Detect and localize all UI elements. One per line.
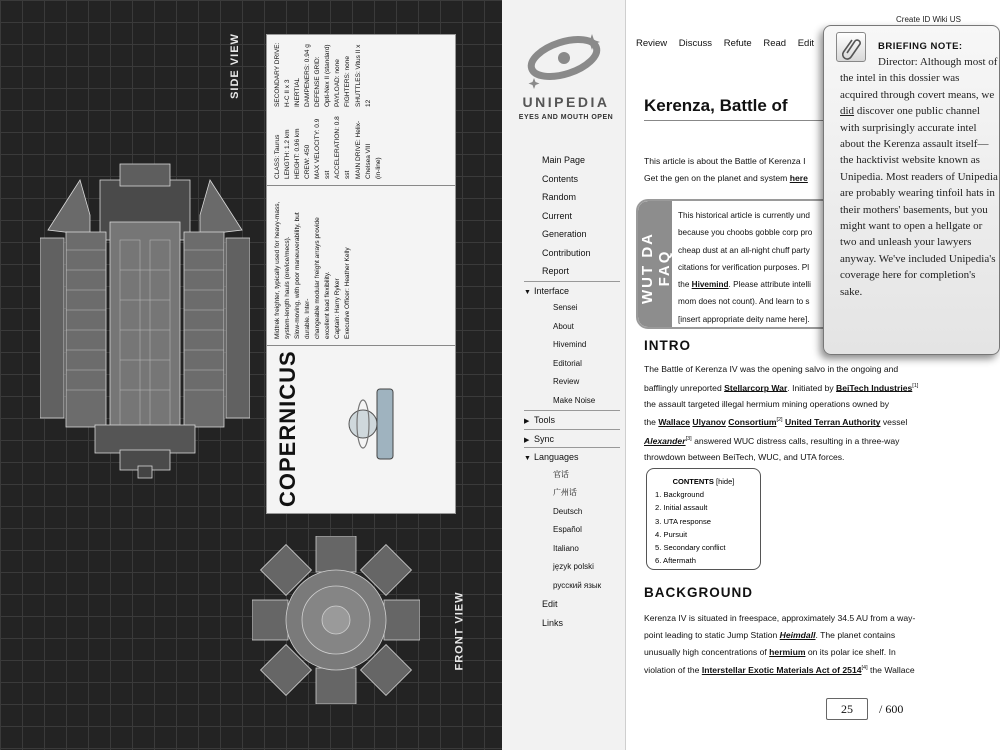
ulyanov-link[interactable]: Ulyanov: [692, 417, 726, 428]
briefing-emphasis: did: [840, 105, 855, 118]
page-total: 600: [885, 702, 904, 716]
caret-right-icon: ▶: [524, 436, 530, 444]
unipedia-logo[interactable]: [516, 22, 616, 121]
intro-line: the assault targeted illegal hermium mining operations owned by: [644, 398, 890, 409]
nav-section-interface[interactable]: [524, 281, 620, 300]
top-links[interactable]: Create ID Wiki US: [896, 15, 961, 24]
section-label: Languages: [534, 452, 579, 462]
ship-side-view: [40, 160, 250, 480]
tab-review[interactable]: Review: [636, 38, 668, 49]
toc-item-secondary-conflict[interactable]: 5. Secondary conflict: [655, 543, 726, 553]
toc-title: CONTENTS [hide]: [672, 477, 735, 486]
spec-line: FIGHTERS: none: [344, 56, 352, 107]
intro-line: The Battle of Kerenza IV was the opening salvo in the ongoing and: [644, 364, 899, 374]
caret-right-icon: ▶: [524, 418, 530, 425]
sidebar: [502, 0, 626, 750]
intro-heading: INTRO: [644, 338, 691, 353]
lang-german[interactable]: Deutsch: [553, 506, 583, 516]
table-of-contents: [646, 468, 761, 570]
toc-hide-toggle[interactable]: [hide]: [715, 477, 735, 486]
captain-line: Captain: Harry Ryker: [334, 278, 342, 339]
briefing-text: [840, 54, 1000, 300]
spec-line: HEIGHT: 0.96 km: [294, 128, 302, 179]
sidebar-nav: [524, 151, 620, 632]
section-label: Tools: [534, 415, 556, 425]
toc-item-uta-response[interactable]: 3. UTA response: [655, 516, 711, 526]
tab-edit[interactable]: Edit: [797, 38, 815, 49]
text-fragment: the Wallace: [867, 665, 915, 676]
page-separator: /: [879, 702, 883, 716]
nav-editorial[interactable]: Editorial: [553, 358, 582, 368]
galaxy-swirl-icon: [524, 22, 604, 92]
wallace-link[interactable]: Wallace: [658, 417, 691, 428]
bg-line: Kerenza IV is situated in freespace, approximately 34.5 AU from a way-: [644, 613, 916, 623]
description-line: changeable modular freight arrays provide excellent load flexibility.: [314, 217, 332, 339]
nav-section-languages[interactable]: [524, 447, 620, 466]
intro-line: throwdown between BeiTech, WUC, and UTA forces.: [644, 452, 845, 463]
page-indicator: [826, 698, 903, 720]
text-fragment: unusually high concentrations of: [644, 646, 770, 657]
briefing-text-b: discover one public channel with surprisingly accurate intel about the Kerenza assault itself—the hacktivist website known as Unipedia. Most readers of Unipedia are probably wearing tinfoil hats in their mothers' basements, but you might want to open a hellgate or two and unleash your lawyers anyway. We've included Unipedia's coverage here for completion's sake.: [840, 105, 998, 298]
spec-line: Opti-Nex II (standard): [324, 44, 332, 107]
exotic-materials-act-link[interactable]: Interstellar Exotic Materials Act of 2514: [701, 665, 862, 676]
citation-3[interactable]: [3]: [685, 435, 692, 442]
text-fragment: the: [644, 417, 659, 428]
lang-polish[interactable]: język polski: [553, 562, 594, 571]
notice-text: This article is about the Battle of Kerenza I: [644, 156, 806, 166]
faq-line: [insert appropriate deity name here].: [678, 314, 810, 324]
beitech-link[interactable]: BeiTech Industries: [836, 382, 913, 393]
ship-specs: [267, 35, 456, 185]
faq-tab: [638, 201, 672, 327]
article-title: Kerenza, Battle of: [644, 96, 974, 121]
ship-name: COPERNICUS: [275, 350, 300, 507]
faq-tab-label: WUT DA FAQ: [639, 232, 673, 304]
side-view-label: SIDE VIEW: [228, 33, 241, 99]
faq-line: mom does not count). And learn to s: [678, 297, 810, 307]
lang-italian[interactable]: Italiano: [553, 543, 579, 553]
spec-line: CLASS: Taurus: [274, 134, 281, 179]
spec-line: SHUTTLES: Vitus II x 12: [354, 44, 372, 107]
ship-spec-card: [266, 34, 456, 514]
tab-discuss[interactable]: Discuss: [678, 38, 713, 49]
text-fragment: vessel: [880, 417, 908, 428]
nav-random[interactable]: Random: [542, 192, 577, 202]
description-line: Slow-moving, with poor maneuverability, but durable. Inter-: [294, 212, 312, 339]
text-fragment: on its polar ice shelf. In: [805, 646, 896, 657]
heimdall-link[interactable]: Heimdall: [779, 629, 816, 640]
background-paragraph: [644, 610, 984, 679]
text-fragment: . Initiated by: [787, 382, 837, 393]
spec-line: LENGTH: 1.2 km: [284, 129, 292, 179]
notice-text: Get the gen on the planet and system: [644, 173, 790, 183]
lang-russian[interactable]: русский язык: [553, 580, 602, 590]
nav-report[interactable]: Report: [542, 266, 570, 276]
nav-edit[interactable]: Edit: [542, 599, 558, 609]
section-label: Interface: [534, 285, 570, 296]
text-fragment: answered WUC distress calls, resulting in a three-way: [691, 435, 900, 446]
brand-tagline: EYES AND MOUTH OPEN: [518, 114, 614, 121]
citation-1[interactable]: [1]: [912, 382, 919, 389]
copernicus-logo-emblem: [337, 387, 407, 461]
faq-text-fragment: . Please attribute intelli: [728, 280, 811, 290]
faq-line: because you choobs gobble corp pro: [678, 228, 813, 238]
citation-4[interactable]: [4]: [861, 665, 868, 672]
nav-section-tools[interactable]: [524, 410, 620, 429]
article-tabs: [636, 38, 841, 49]
text-fragment: . The planet contains: [815, 629, 896, 640]
front-view-label: FRONT VIEW: [453, 591, 466, 671]
nav-current[interactable]: Current: [542, 210, 573, 221]
nav-about[interactable]: About: [553, 321, 574, 331]
nav-hivemind[interactable]: Hivemind: [553, 340, 587, 349]
brand-name: UNIPEDIA: [522, 94, 610, 110]
spec-line: PAYLOAD: none: [334, 59, 342, 107]
uta-link[interactable]: United Terran Authority: [784, 417, 881, 428]
spec-line: MAIN DRIVE: Helix-Chelsea VIII: [354, 120, 372, 179]
ship-front-view: [252, 536, 420, 704]
briefing-text-a: Director: Although most of the intel in this dossier was acquired through covert means, we: [840, 56, 998, 101]
spec-line: INERTIAL DAMPENERS: 0.94 g: [294, 44, 312, 107]
lang-cantonese[interactable]: 广州话: [553, 488, 577, 497]
caret-down-icon: ▼: [524, 455, 531, 462]
background-heading: BACKGROUND: [644, 585, 753, 600]
exec-officer-line: Executive Officer: Heather Kelly: [344, 247, 352, 339]
intro-paragraph: [644, 361, 984, 466]
nav-links[interactable]: Links: [542, 617, 564, 628]
nav-section-sync[interactable]: [524, 429, 620, 448]
text-fragment: point leading to static Jump Station: [644, 629, 780, 640]
spec-line: ACCELERATION: 0.8 sst: [334, 116, 352, 179]
nav-review[interactable]: Review: [553, 377, 580, 386]
lang-spanish[interactable]: Español: [553, 525, 582, 534]
briefing-note: [823, 25, 1000, 355]
ship-description: [267, 185, 456, 345]
toc-item-background[interactable]: 1. Background: [655, 490, 704, 500]
nav-contents[interactable]: Contents: [542, 173, 579, 184]
hivemind-link[interactable]: Hivemind: [691, 280, 729, 290]
alexander-link[interactable]: Alexander: [644, 435, 686, 446]
spec-line: MAX VELOCITY: 0.9 sst: [314, 118, 332, 179]
stellarcorp-war-link[interactable]: Stellarcorp War: [724, 382, 788, 393]
consortium-link[interactable]: Consortium: [728, 417, 777, 428]
faq-line: This historical article is currently und: [678, 211, 810, 220]
faq-text-fragment: the: [678, 280, 692, 290]
spec-line: CREW: 450: [304, 144, 312, 179]
spec-line: (in-line): [374, 157, 382, 179]
nav-main-page[interactable]: Main Page: [542, 155, 586, 165]
nav-make-noise[interactable]: Make Noise: [553, 395, 596, 405]
here-link[interactable]: here: [789, 173, 808, 183]
tab-refute[interactable]: Refute: [723, 38, 752, 49]
nav-sensei[interactable]: Sensei: [553, 303, 578, 312]
nav-contribution[interactable]: Contribution: [542, 247, 591, 258]
briefing-title: BRIEFING NOTE:: [878, 41, 963, 52]
text-fragment: violation of the: [644, 665, 702, 676]
page-number-input[interactable]: 25: [826, 698, 868, 720]
citation-2[interactable]: [2]: [776, 417, 783, 424]
faq-line: citations for verification purposes. Pl: [678, 262, 810, 272]
section-label: Sync: [534, 433, 555, 444]
spec-line: DEFENSE GRID:: [314, 56, 322, 107]
description-line: Midtrek freighter, typically used for heavy-mass,: [274, 201, 281, 339]
toc-item-initial-assault[interactable]: 2. Initial assault: [655, 503, 708, 513]
caret-down-icon: ▼: [524, 288, 531, 296]
hermium-link[interactable]: hermium: [769, 646, 806, 657]
lang-mandarin[interactable]: 官话: [553, 469, 569, 479]
description-line: system-length hauls (ore/ice/mecs).: [284, 236, 292, 339]
tab-read[interactable]: Read: [763, 38, 787, 49]
toc-item-pursuit[interactable]: 4. Pursuit: [655, 529, 688, 539]
spec-line: SECONDARY DRIVE: H-C II x 3: [274, 42, 292, 107]
toc-item-aftermath[interactable]: 6. Aftermath: [655, 556, 696, 566]
nav-generation[interactable]: Generation: [542, 229, 587, 239]
faq-line: cheap dust at an all-night chuff party: [678, 245, 810, 255]
text-fragment: bafflingly unreported: [644, 382, 725, 393]
